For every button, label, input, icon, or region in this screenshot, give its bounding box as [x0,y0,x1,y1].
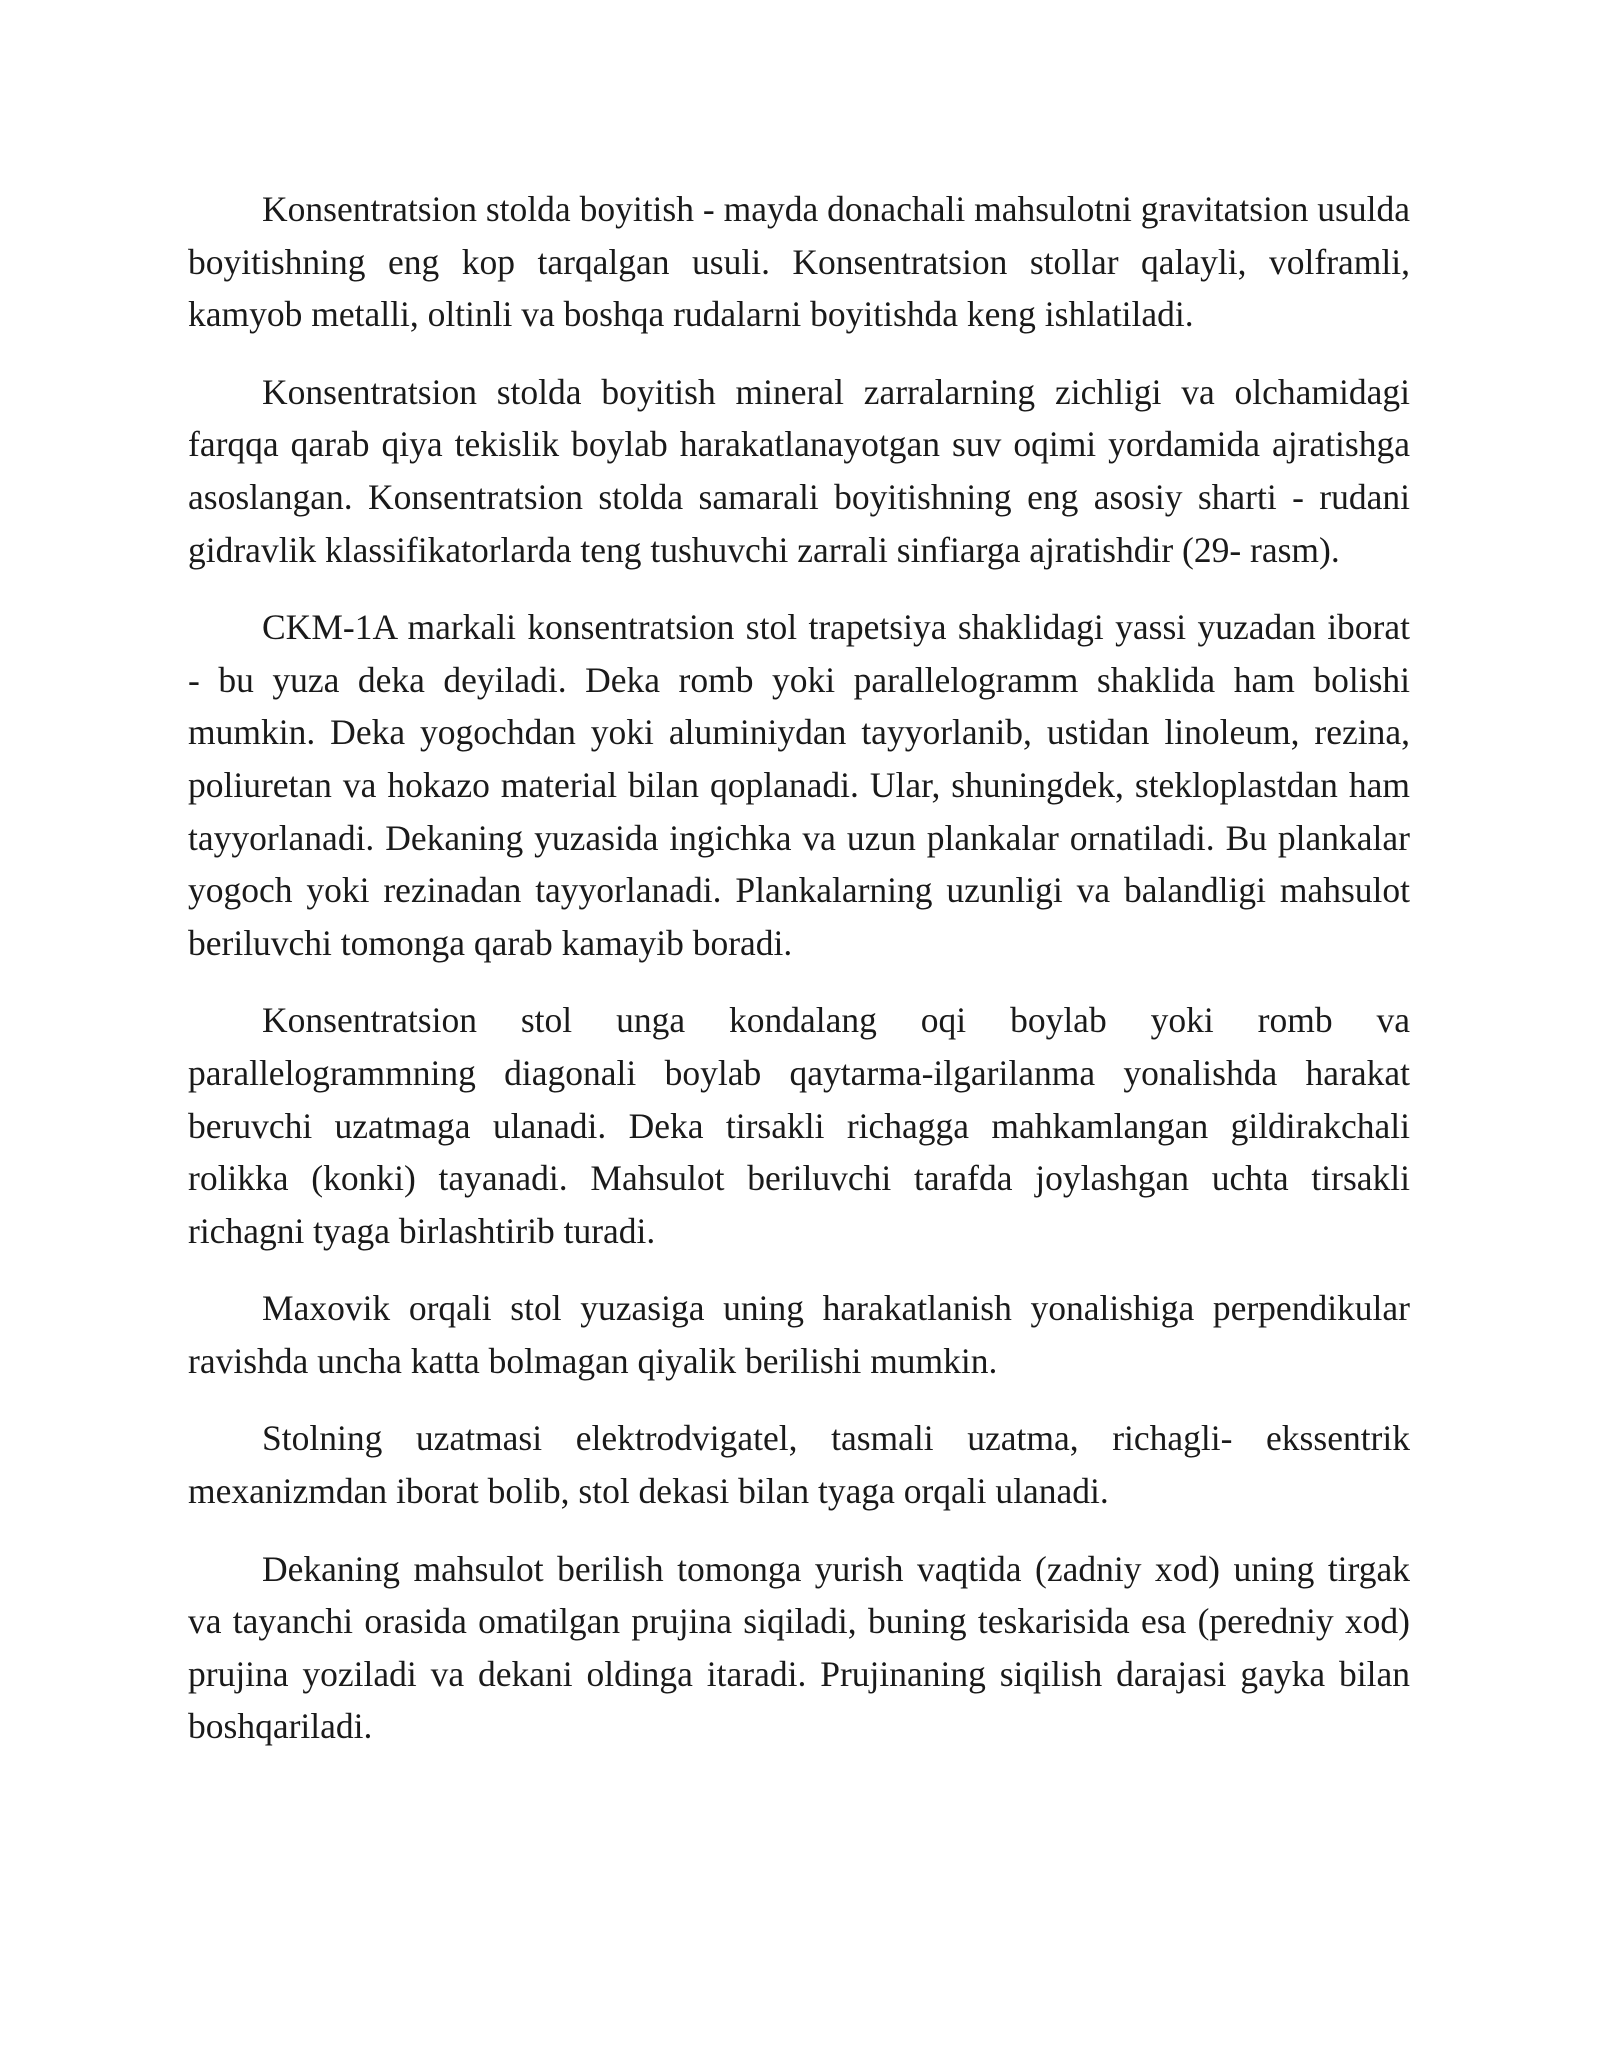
paragraph-5: Maxovik orqali stol yuzasiga uning harakatlanish yonalishiga perpendikular ravishda uncha katta bolmagan qiyalik berilishi mumkin. [188,1288,1410,1381]
paragraph-4: Konsentratsion stol unga kondalang oqi boylab yoki romb va parallelogrammning diagonali boylab qaytarma-ilgarilanma yonalishda harakat beruvchi uzatmaga ulanadi. Deka tirsakli richagga mahkamlangan gildirakchali rolikka (konki) tayanadi. Mahsulot beriluvchi tarafda joylashgan uchta tirsakli richagni tyaga birlashtirib turadi. [188,1000,1410,1251]
paragraph-7: Dekaning mahsulot berilish tomonga yurish vaqtida (zadniy xod) uning tirgak va tayanchi orasida omatilgan prujina siqiladi, buning teskarisida esa (peredniy xod) prujina yoziladi va dekani oldinga itaradi. Prujinaning siqilish darajasi gayka bilan boshqariladi. [188,1548,1410,1747]
paragraph-1: Konsentratsion stolda boyitish - mayda donachali mahsulotni gravitatsion usulda boyitishning eng kop tarqalgan usuli. Konsentratsion stollar qalayli, volframli, kamyob metalli, oltinli va boshqa rudalarni boyitishda keng ishlatiladi. [188,189,1410,335]
paragraph-2: Konsentratsion stolda boyitish mineral zarralarning zichligi va olchamidagi farqqa qarab qiya tekislik boylab harakatlanayotgan suv oqimi yordamida ajratishga asoslangan. Konsentratsion stolda samarali boyitishning eng asosiy sharti - rudani gidravlik klassifikatorlarda teng tushuvchi zarrali sinfiarga ajratishdir (29- rasm). [188,371,1410,570]
paragraph-3: CKM-1A markali konsentratsion stol trapetsiya shaklidagi yassi yuzadan iborat - bu yuza deka deyiladi. Deka romb yoki parallelogramm shaklida ham bolishi mumkin. Deka yogochdan yoki aluminiydan tayyorlanib, ustidan linoleum, rezina, poliuretan va hokazo material bilan qoplanadi. Ular, shuningdek, stekloplastdan ham tayyorlanadi. Dekaning yuzasida ingichka va uzun plankalar ornatiladi. Bu plankalar yogoch yoki rezinadan tayyorlanadi. Plankalarning uzunligi va balandligi mahsulot beriluvchi tomonga qarab kamayib boradi. [188,607,1410,963]
document-body [188,183,1410,1778]
paragraph-6: Stolning uzatmasi elektrodvigatel, tasmali uzatma, richagli- ekssentrik mexanizmdan iborat bolib, stol dekasi bilan tyaga orqali ulanadi. [188,1418,1410,1512]
